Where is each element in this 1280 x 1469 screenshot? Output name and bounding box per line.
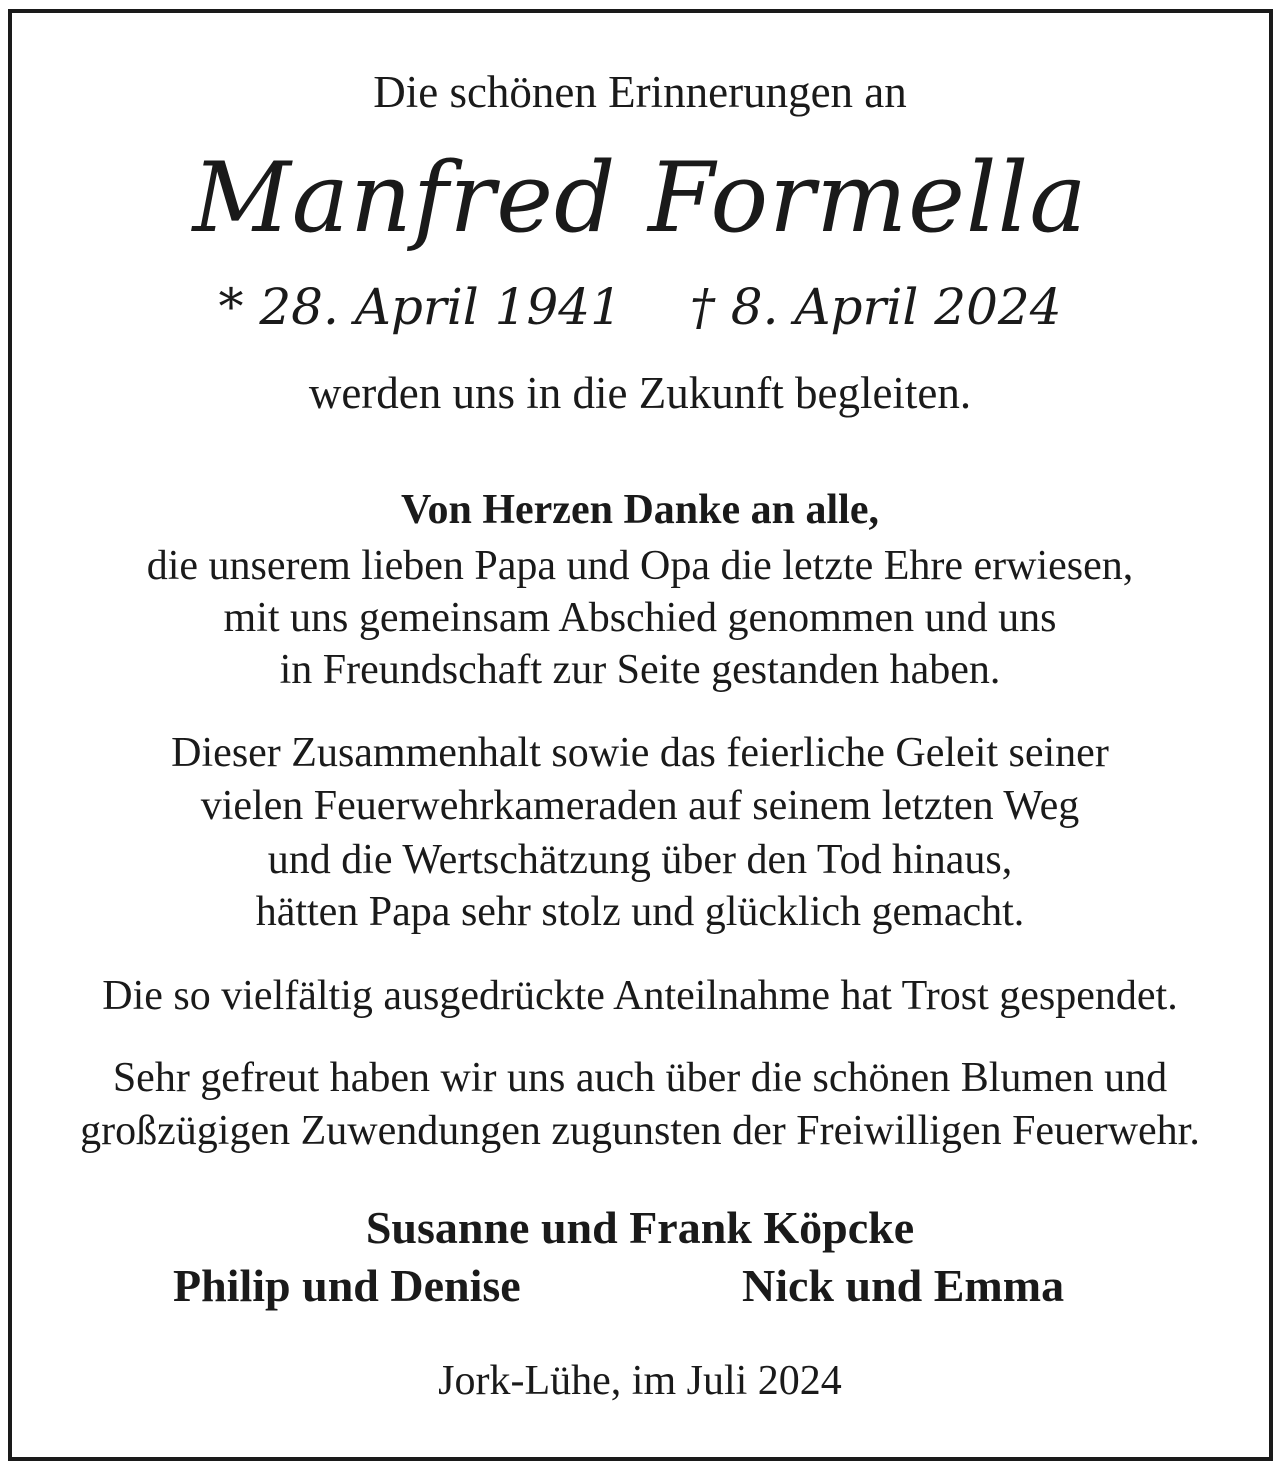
paragraph4-line1: Sehr gefreut haben wir uns auch über die schönen Blumen und	[112, 1055, 1168, 1101]
paragraph2-line4: hätten Papa sehr stolz und glücklich gemacht.	[255, 889, 1025, 935]
paragraph2-line1: Dieser Zusammenhalt sowie das feierliche Geleit seiner	[171, 730, 1109, 776]
place-date: Jork-Lühe, im Juli 2024	[438, 1358, 842, 1404]
paragraph2-line3: und die Wertschätzung über den Tod hinaus,	[267, 837, 1013, 883]
paragraph1-line2: mit uns gemeinsam Abschied genommen und uns	[223, 595, 1057, 641]
signature-left: Philip und Denise	[173, 1260, 521, 1311]
paragraph2-line2: vielen Feuerwehrkameraden auf seinem letzten Weg	[200, 783, 1080, 829]
signature-right: Nick und Emma	[742, 1260, 1065, 1311]
death-date: † 8. April 2024	[689, 278, 1062, 336]
closing-text: werden uns in die Zukunft begleiten.	[308, 368, 972, 418]
thanks-heading: Von Herzen Danke an alle,	[401, 487, 879, 533]
life-dates	[0, 278, 1280, 336]
birth-date: * 28. April 1941	[218, 278, 622, 336]
deceased-name: Manfred Formella	[192, 142, 1088, 254]
paragraph3-line1: Die so vielfältig ausgedrückte Anteilnahme hat Trost gespendet.	[102, 973, 1178, 1019]
signature-line1: Susanne und Frank Köpcke	[365, 1202, 915, 1253]
paragraph1-line3: in Freundschaft zur Seite gestanden haben.	[279, 647, 1001, 693]
intro-text: Die schönen Erinnerungen an	[373, 67, 907, 117]
paragraph4-line2: großzügigen Zuwendungen zugunsten der Freiwilligen Feuerwehr.	[80, 1108, 1200, 1154]
signature-row	[0, 1260, 1280, 1313]
paragraph1-line1: die unserem lieben Papa und Opa die letzte Ehre erwiesen,	[146, 543, 1134, 589]
